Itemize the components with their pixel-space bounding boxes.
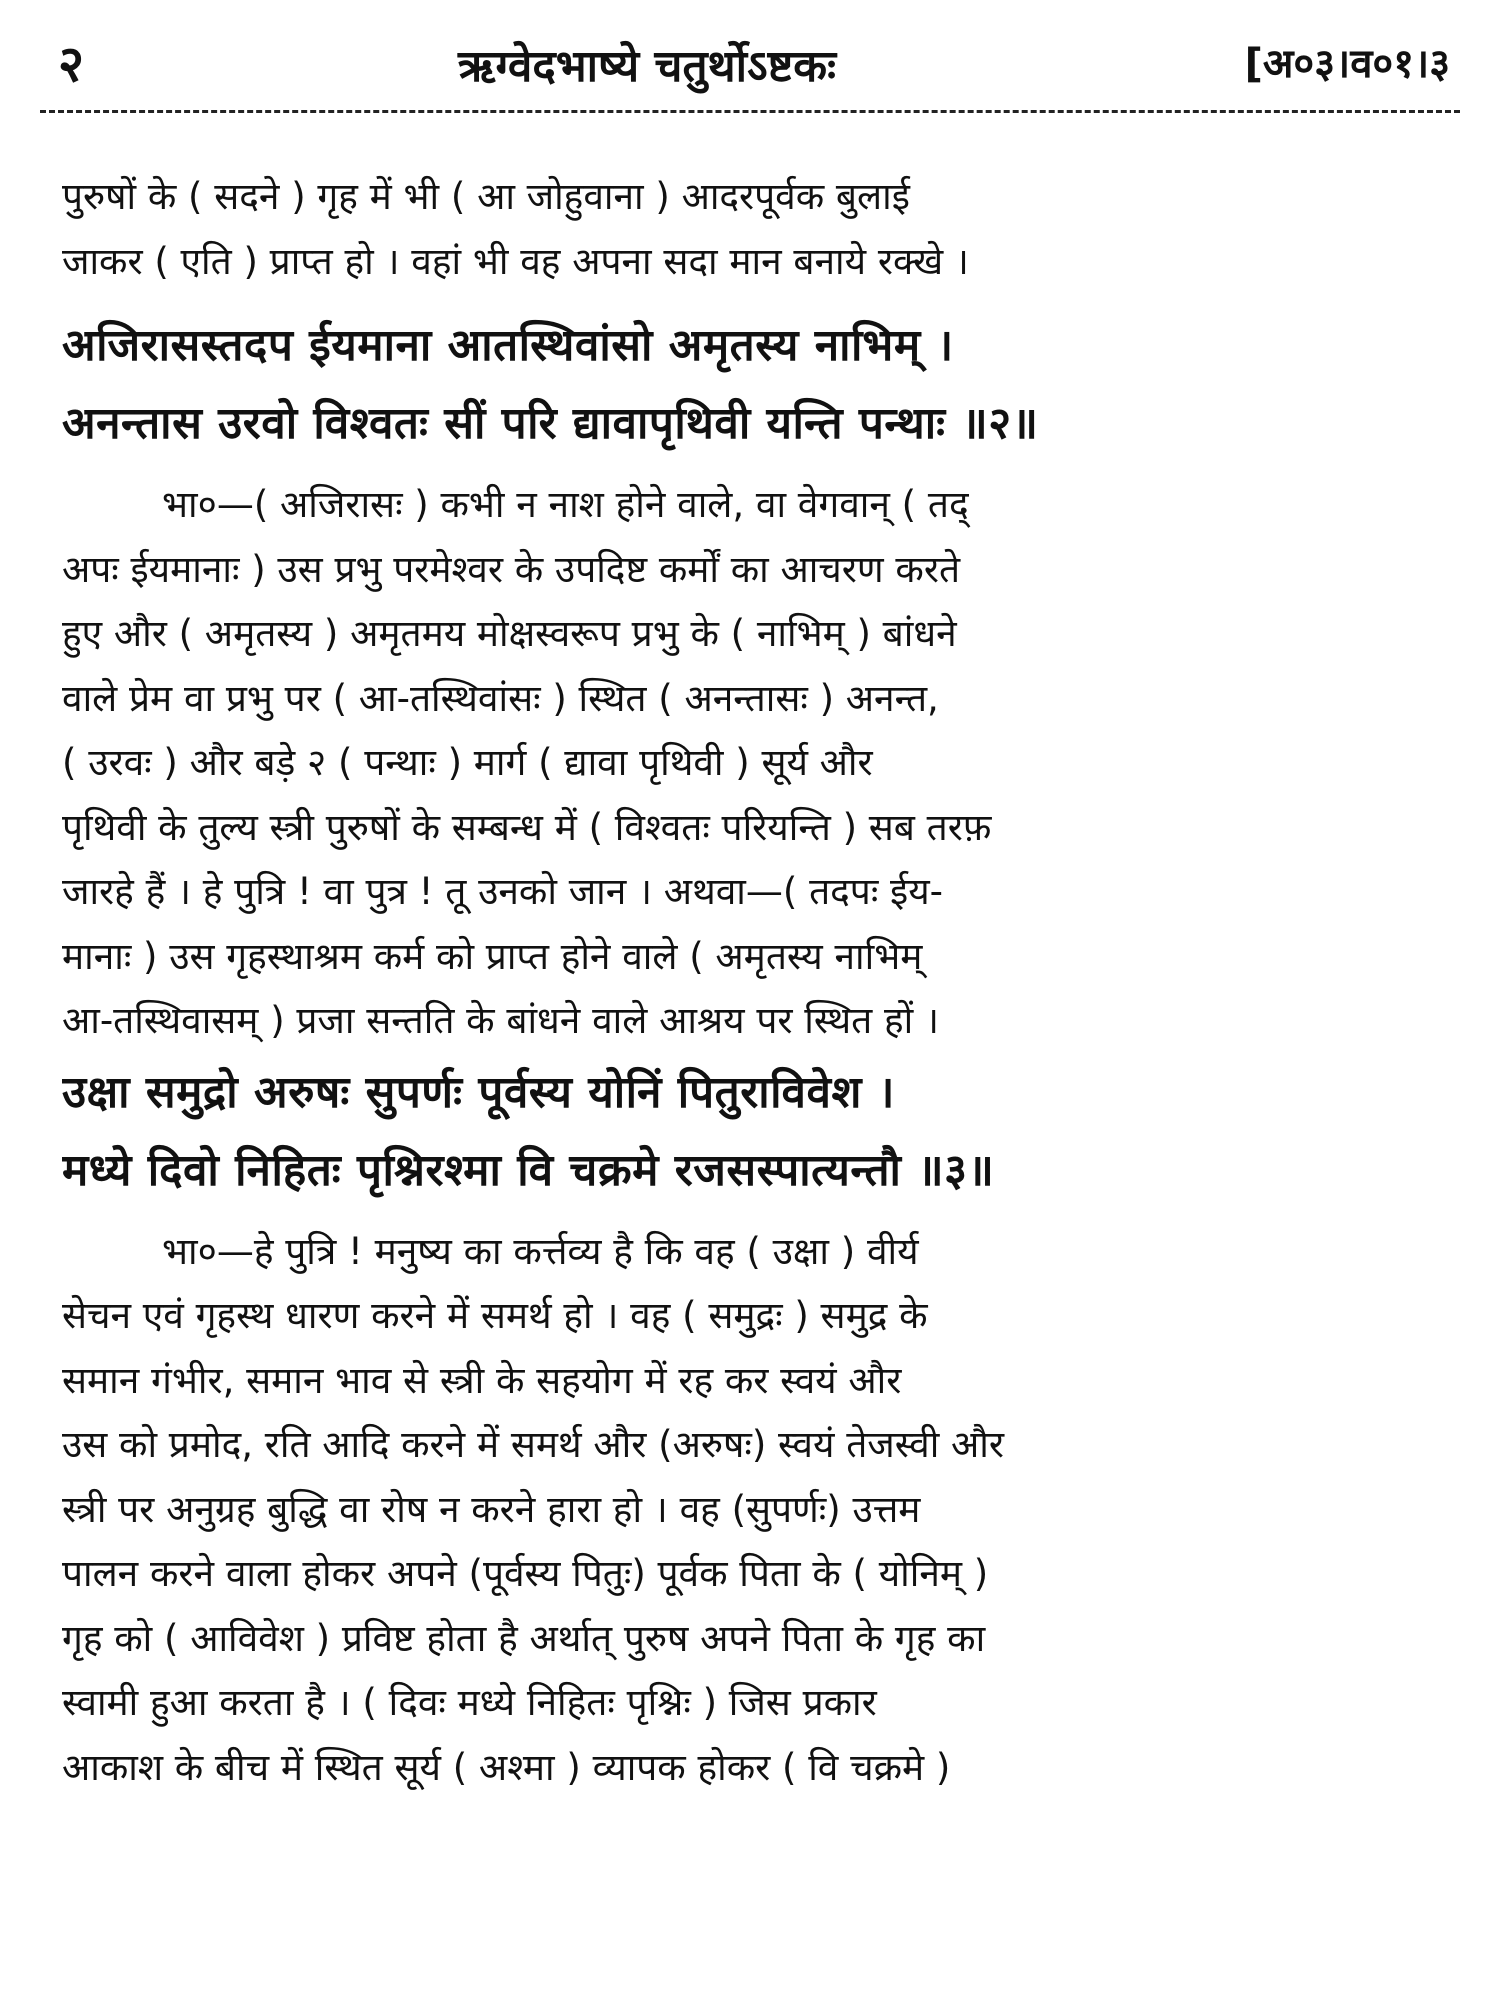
text-line: पालन करने वाला होकर अपने (पूर्वस्य पितुः) पूर्वक पिता के ( योनिम् )	[62, 1552, 989, 1595]
mantra-verse-3	[62, 1054, 1447, 1210]
text-line: जारहे हैं । हे पुत्रि ! वा पुत्र ! तू उनको जान । अथवा—( तदपः ईय-	[62, 870, 944, 913]
text-line: भा०—( अजिरासः ) कभी न नाश होने वाले, वा वेगवान् ( तद्	[162, 483, 969, 526]
text-line: हुए और ( अमृतस्य ) अमृतमय मोक्षस्वरूप प्रभु के ( नाभिम् ) बांधने	[62, 612, 957, 655]
text-line: स्वामी हुआ करता है । ( दिवः मध्ये निहितः पृश्निः ) जिस प्रकार	[62, 1681, 877, 1724]
text-line: आ-तस्थिवासम् ) प्रजा सन्तति के बांधने वाले आश्रय पर स्थित हों ।	[62, 999, 939, 1042]
text-line: उस को प्रमोद, रति आदि करने में समर्थ और (अरुषः) स्वयं तेजस्वी और	[62, 1423, 1005, 1466]
text-line: पुरुषों के ( सदने ) गृह में भी ( आ जोहुवाना ) आदरपूर्वक बुलाई	[62, 175, 910, 218]
section-reference: [अ०३।व०१।३	[1244, 41, 1450, 87]
text-line: जाकर ( एति ) प्राप्त हो । वहां भी वह अपना सदा मान बनाये रक्खे ।	[62, 239, 969, 283]
mantra-verse-2	[62, 307, 1447, 463]
page-body	[62, 165, 1447, 1800]
text-line: अपः ईयमानाः ) उस प्रभु परमेश्वर के उपदिष्ट कर्मों का आचरण करते	[62, 547, 961, 591]
text-line: सेचन एवं गृहस्थ धारण करने में समर्थ हो । वह ( समुद्रः ) समुद्र के	[62, 1294, 928, 1337]
text-line: आकाश के बीच में स्थित सूर्य ( अश्मा ) व्यापक होकर ( वि चक्रमे )	[62, 1745, 951, 1789]
continuation-paragraph	[62, 165, 1447, 294]
verse-line: अनन्तास उरवो विश्वतः सीं परि द्यावापृथिवी यन्ति पन्थाः ॥२॥	[62, 398, 1039, 449]
verse-line: अजिरासस्तदप ईयमाना आतस्थिवांसो अमृतस्य नाभिम् ।	[62, 320, 954, 371]
page-header	[58, 28, 1450, 98]
verse-line: उक्षा समुद्रो अरुषः सुपर्णः पूर्वस्य योनिं पितुराविवेश ।	[62, 1066, 895, 1118]
commentary-verse-3	[62, 1220, 1447, 1801]
header-divider	[40, 110, 1460, 113]
text-line: वाले प्रेम वा प्रभु पर ( आ-तस्थिवांसः ) स्थित ( अनन्तासः ) अनन्त,	[62, 676, 939, 720]
text-line: मानाः ) उस गृहस्थाश्रम कर्म को प्राप्त होने वाले ( अमृतस्य नाभिम्	[62, 934, 923, 978]
text-line: भा०—हे पुत्रि ! मनुष्य का कर्त्तव्य है कि वह ( उक्षा ) वीर्य	[162, 1229, 919, 1273]
text-line: गृह को ( आविवेश ) प्रविष्ट होता है अर्थात् पुरुष अपने पिता के गृह का	[62, 1616, 986, 1660]
text-line: स्त्री पर अनुग्रह बुद्धि वा रोष न करने हारा हो । वह (सुपर्णः) उत्तम	[62, 1487, 921, 1531]
text-line: ( उरवः ) और बड़े २ ( पन्थाः ) मार्ग ( द्यावा पृथिवी ) सूर्य और	[62, 741, 873, 784]
page-number: २	[58, 35, 84, 93]
commentary-verse-2	[62, 473, 1447, 1054]
text-line: पृथिवी के तुल्य स्त्री पुरुषों के सम्बन्ध में ( विश्वतः परियन्ति ) सब तरफ़	[62, 805, 992, 849]
verse-line: मध्ये दिवो निहितः पृश्निरश्मा वि चक्रमे रजसस्पात्यन्तौ ॥३॥	[62, 1144, 995, 1196]
text-line: समान गंभीर, समान भाव से स्त्री के सहयोग में रह कर स्वयं और	[62, 1358, 902, 1402]
running-title: ऋग्वेदभाष्ये चतुर्थोऽष्टकः	[458, 41, 836, 92]
